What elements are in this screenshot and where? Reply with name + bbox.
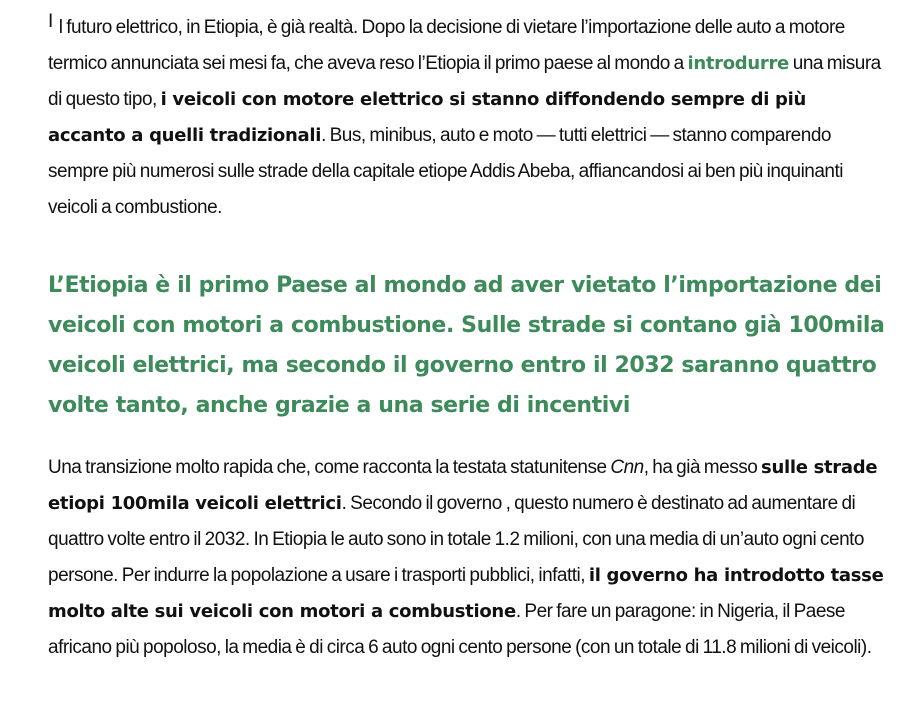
body-bold-2: il governo ha introdotto tasse molto alte sui veicoli con motori a combustione (48, 565, 884, 622)
drop-cap: I (48, 11, 53, 32)
body-bold-1: sulle strade etiopi 100mila veicoli elettrici (48, 457, 878, 514)
body-text-1: Una transizione molto rapida che, come racconta la testata statunitense (48, 457, 611, 478)
body-text-2: , ha già messo (643, 457, 762, 478)
body-text-4: . Per fare un paragone: in Nigeria, il Paese africano più popoloso, la media è di circa 6 auto ogni cento persone (con un totale di 11.8 milioni di veicoli). (48, 601, 872, 658)
body-text-3: . Secondo il governo , questo numero è destinato ad aumentare di quattro volte entro il 2032. In Etiopia le auto sono in totale 1.2 milioni, con una media di un’auto ogni cento persone. Per indurre la popolazione a usare i trasporti pubblici, infatti, (48, 493, 864, 586)
article (48, 10, 888, 666)
intro-text-1: l futuro elettrico, in Etiopia, è già realtà. Dopo la decisione di vietare l’importazione delle auto a motore termico annunciata sei mesi fa, che aveva reso l’Etiopia il primo paese al mondo a (48, 17, 845, 74)
intro-paragraph (48, 10, 888, 226)
intro-text-2: una misura di questo tipo, (48, 53, 881, 110)
intro-text-3: . Bus, minibus, auto e moto — tutti elettrici — stanno comparendo sempre più numerosi sulle strade della capitale etiope Addis Abeba, affiancandosi ai ben più inquinanti veicoli a combustione. (48, 125, 844, 218)
introdurre-link[interactable]: introdurre (687, 53, 789, 74)
pull-quote: L’Etiopia è il primo Paese al mondo ad aver vietato l’importazione dei veicoli con motori a combustione. Sulle strade si contano già 100mila veicoli elettrici, ma secondo il governo entro il 2032 saranno quattro volte tanto, anche grazie a una serie di incentivi (48, 273, 885, 418)
intro-bold-highlight: i veicoli con motore elettrico si stanno diffondendo sempre di più accanto a quelli tradizionali (48, 89, 806, 146)
body-paragraph (48, 450, 888, 666)
source-name: Cnn (610, 457, 644, 478)
